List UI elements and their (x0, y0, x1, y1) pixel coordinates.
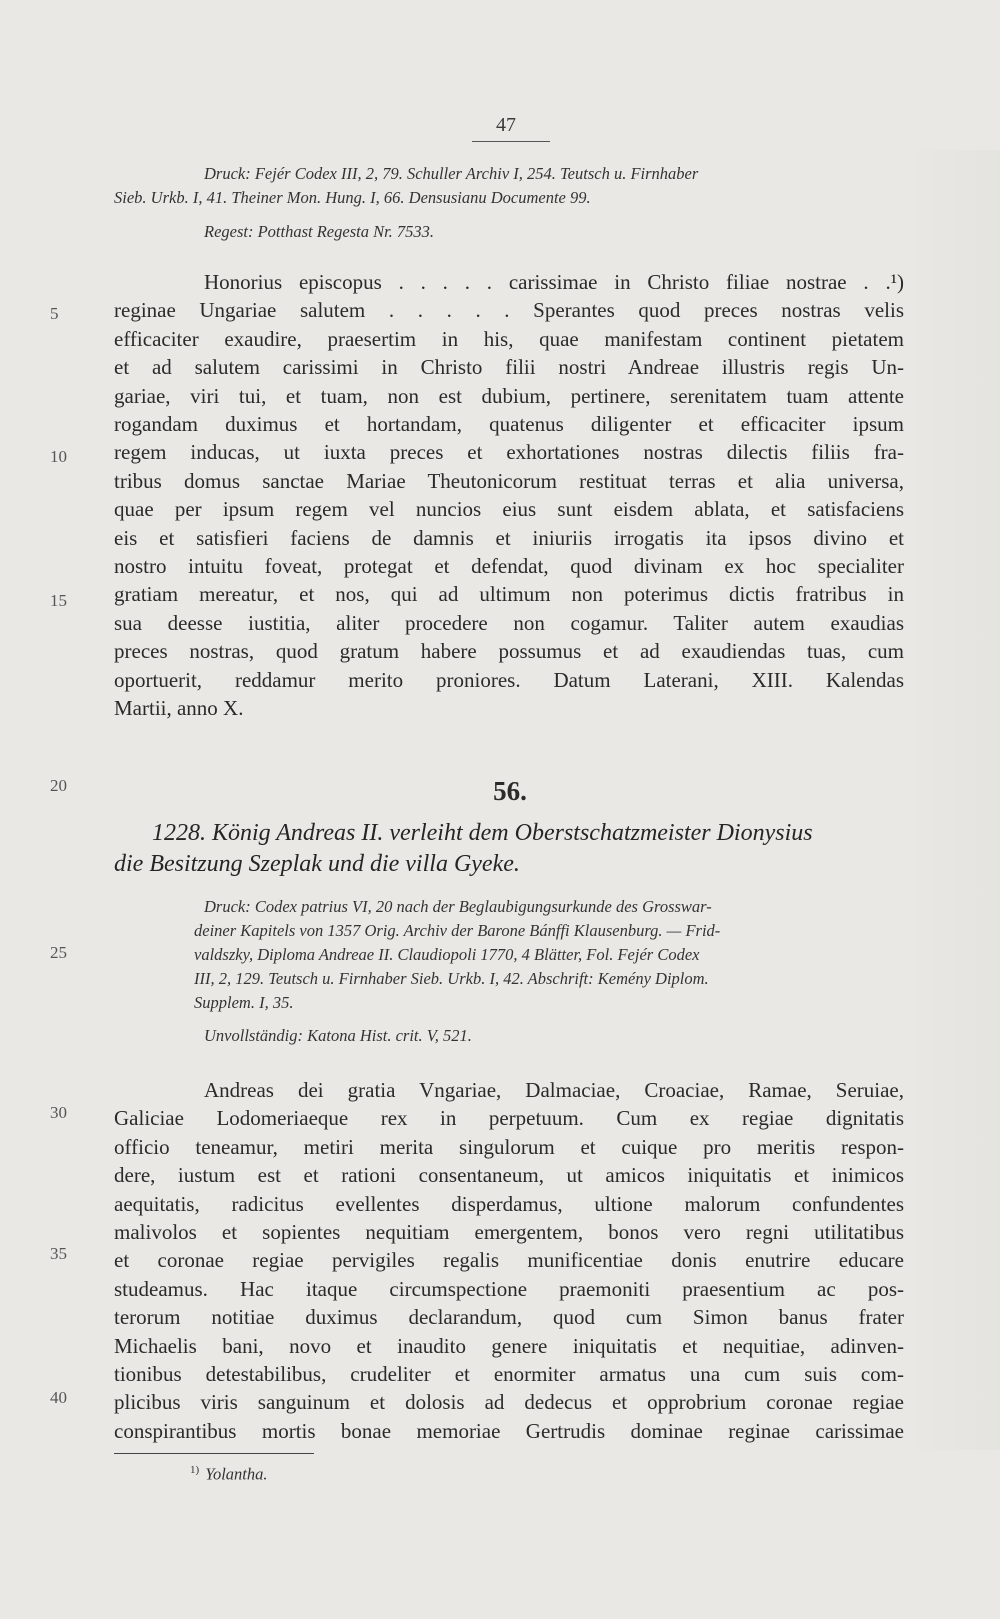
footnote (190, 1464, 268, 1485)
line-number: 40 (50, 1388, 67, 1407)
line-number: 30 (50, 1103, 67, 1122)
text-line: et ad salutem carissimi in Christo filii nostri Andreae illustris regis Un- (114, 355, 904, 380)
druck-line: valdszky, Diploma Andreae II. Claudiopoli 1770, 4 Blätter, Fol. Fejér Codex (194, 945, 700, 964)
document-number: 56. (493, 776, 527, 806)
heading-line: 1228. König Andreas II. verleiht dem Oberstschatzmeister Dionysius (152, 820, 813, 846)
text-line: tionibus detestabilibus, crudeliter et enormiter armatus una cum suis com- (114, 1362, 904, 1387)
druck-line: Druck: Fejér Codex III, 2, 79. Schuller Archiv I, 254. Teutsch u. Firnhaber (204, 164, 699, 183)
text-line: gariae, viri tui, et tuam, non est dubium, pertinere, serenitatem tuam attente (114, 383, 904, 408)
letter-text-1 (114, 268, 904, 723)
text-line: rogandam duximus et hortandam, quatenus diligenter et efficaciter ipsum (114, 412, 904, 437)
text-line: efficaciter exaudire, praesertim in his, quae manifestam continent pietatem (114, 326, 904, 351)
druck-line: III, 2, 129. Teutsch u. Firnhaber Sieb. Urkb. I, 42. Abschrift: Kemény Diplom. (194, 969, 709, 988)
text-line: studeamus. Hac itaque circumspectione praemoniti praesentium ac pos- (114, 1276, 904, 1301)
line-number: 5 (50, 304, 59, 323)
text-line: et coronae regiae pervigiles regalis munificentiae donis enutrire educare (114, 1248, 904, 1273)
text-line: regem inducas, ut iuxta preces et exhortationes nostras dilectis filiis fra- (114, 440, 904, 465)
druck-reference-2 (114, 895, 904, 1015)
druck-line: Druck: Codex patrius VI, 20 nach der Beglaubigungsurkunde des Grosswar- (204, 897, 712, 916)
line-number: 25 (50, 943, 67, 962)
text-line: reginae Ungariae salutem . . . . . Sperantes quod preces nostras velis (114, 298, 904, 323)
text-line: Martii, anno X. (114, 696, 244, 721)
text-line: tribus domus sanctae Mariae Theutonicorum restituat terras et alia universa, (114, 468, 904, 493)
show-through-shadow (905, 150, 1000, 1450)
page-number-rule (472, 141, 550, 142)
document-heading (114, 818, 904, 880)
druck-line: Sieb. Urkb. I, 41. Theiner Mon. Hung. I, 66. Densusianu Documente 99. (114, 188, 591, 207)
text-line: Honorius episcopus . . . . . carissimae in Christo filiae nostrae . .¹) (204, 270, 904, 294)
text-line: quae per ipsum regem vel nuncios eius sunt eisdem ablata, et satisfaciens (114, 497, 904, 522)
text-line: malivolos et sopientes nequitiam emergentem, bonos vero regni utilitatibus (114, 1220, 904, 1245)
heading-line: die Besitzung Szeplak und die villa Gyeke. (114, 851, 520, 877)
text-line: dere, iustum est et rationi consentaneum, ut amicos iniquitatis et inimicos (114, 1163, 904, 1188)
text-line: plicibus viris sanguinum et dolosis ad dedecus et opprobrium coronae regiae (114, 1390, 904, 1415)
text-line: sua deesse iustitia, aliter procedere non cogamur. Taliter autem exaudias (114, 610, 904, 635)
footnote-text: Yolantha. (205, 1464, 268, 1484)
unvollstaendig-line: Unvollständig: Katona Hist. crit. V, 521. (204, 1026, 472, 1045)
regest-line: Regest: Potthast Regesta Nr. 7533. (204, 222, 435, 241)
text-line: conspirantibus mortis bonae memoriae Gertrudis dominae reginae carissimae (114, 1418, 904, 1443)
line-number: 35 (50, 1244, 67, 1263)
footnote-marker: 1) (190, 1464, 200, 1476)
text-line: Andreas dei gratia Vngariae, Dalmaciae, Croaciae, Ramae, Seruiae, (204, 1078, 904, 1102)
text-line: gratiam mereatur, et nos, qui ad ultimum non poterimus dictis fratribus in (114, 582, 904, 607)
line-number: 20 (50, 776, 67, 795)
text-line: eis et satisfieri faciens de damnis et iniuriis irrogatis ita ipsos divino et (114, 525, 904, 550)
text-line: officio teneamur, metiri merita singulorum et cuique pro meritis respon- (114, 1134, 904, 1159)
footnote-rule (114, 1453, 314, 1454)
line-number: 15 (50, 591, 67, 610)
text-line: terorum notitiae duximus declarandum, quod cum Simon banus frater (114, 1305, 904, 1330)
text-line: preces nostras, quod gratum habere possumus et ad exaudiendas tuas, cum (114, 639, 904, 664)
text-line: nostro intuitu foveat, protegat et defendat, quod divinam ex hoc specialiter (114, 554, 904, 579)
unvollstaendig-reference (114, 1024, 904, 1048)
druck-reference-1 (114, 162, 904, 210)
text-line: aequitatis, radicitus evellentes disperdamus, ultione malorum confundentes (114, 1191, 904, 1216)
page-number: 47 (496, 114, 516, 136)
letter-text-2 (114, 1076, 904, 1445)
regest-reference (114, 220, 904, 244)
text-line: oportuerit, reddamur merito proniores. Datum Laterani, XIII. Kalendas (114, 667, 904, 692)
druck-line: Supplem. I, 35. (194, 993, 294, 1012)
text-line: Michaelis bani, novo et inaudito genere iniquitatis et nequitiae, adinven- (114, 1333, 904, 1358)
text-line: Galiciae Lodomeriaeque rex in perpetuum. Cum ex regiae dignitatis (114, 1106, 904, 1131)
line-number: 10 (50, 447, 67, 466)
druck-line: deiner Kapitels von 1357 Orig. Archiv der Barone Bánffi Klausenburg. — Frid- (194, 921, 721, 940)
